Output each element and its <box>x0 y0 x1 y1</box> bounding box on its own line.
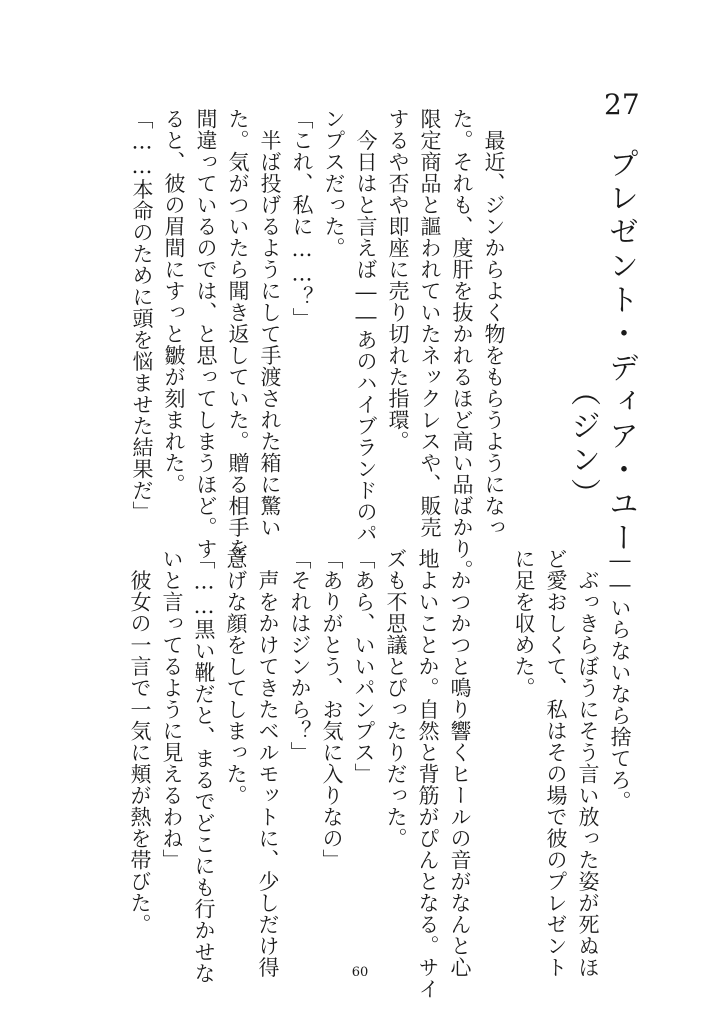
text-column: ぶっきらぼうにそう言い放った姿が死ぬほ <box>576 548 600 978</box>
text-column: ――いらないなら捨てろ。 <box>608 548 632 812</box>
text-column: 地よいことか。自然と背筋がぴんとなる。サイ <box>416 548 440 1000</box>
page-number: 60 <box>351 965 369 980</box>
text-column: に足を収めた。 <box>512 548 536 699</box>
chapter-title: プレゼント・ディア・ユー <box>603 148 638 556</box>
chapter-subtitle: （ジン） <box>565 376 600 512</box>
text-column: 間違っているのでは、と思ってしまうほど。す <box>194 108 218 560</box>
text-column: 最近、ジンからよく物をもらうようになっ <box>482 108 506 538</box>
text-column: 「あら、いいパンプス」 <box>352 548 376 785</box>
chapter-number: 27 <box>604 88 640 121</box>
text-column: ど愛おしくて、私はその場で彼のプレゼント <box>544 548 568 978</box>
text-column: かつかつと鳴り響くヒールの音がなんと心 <box>448 548 472 978</box>
text-column: ンプスだった。 <box>322 108 346 259</box>
text-column: た。気がついたら聞き返していた。贈る相手を <box>226 108 250 560</box>
text-column: いと言ってるように見えるわね」 <box>160 548 184 871</box>
text-column: 「……本命のために頭を悩ませた結果だ」 <box>130 108 154 523</box>
text-column: ズも不思議とぴったりだった。 <box>384 548 408 849</box>
text-column: するや否や即座に売り切れた指環。 <box>386 108 410 452</box>
text-column: 「ありがとう、お気に入りなの」 <box>320 548 344 871</box>
text-column: ると、彼の眉間にすっと皺が刻まれた。 <box>162 108 186 495</box>
text-column: 限定商品と謳われていたネックレスや、販売 <box>418 108 442 538</box>
text-column: た。それも、度肝を抜かれるほど高い品ばかり。 <box>450 108 474 581</box>
text-column: 「……黒い靴だと、まるでどこにも行かせな <box>192 548 216 984</box>
text-column: 半ば投げるようにして手渡された箱に驚い <box>258 108 282 538</box>
text-column: 「これ、私に……？」 <box>290 108 314 329</box>
text-column: 意げな顔をしてしまった。 <box>224 548 248 806</box>
text-column: 声をかけてきたベルモットに、少しだけ得 <box>256 548 280 978</box>
text-column: 「それはジンから？」 <box>288 548 312 763</box>
text-column: 彼女の一言で一気に頬が熱を帯びた。 <box>128 548 152 935</box>
text-column: 今日はと言えば――あのハイブランドのパ <box>354 108 378 544</box>
